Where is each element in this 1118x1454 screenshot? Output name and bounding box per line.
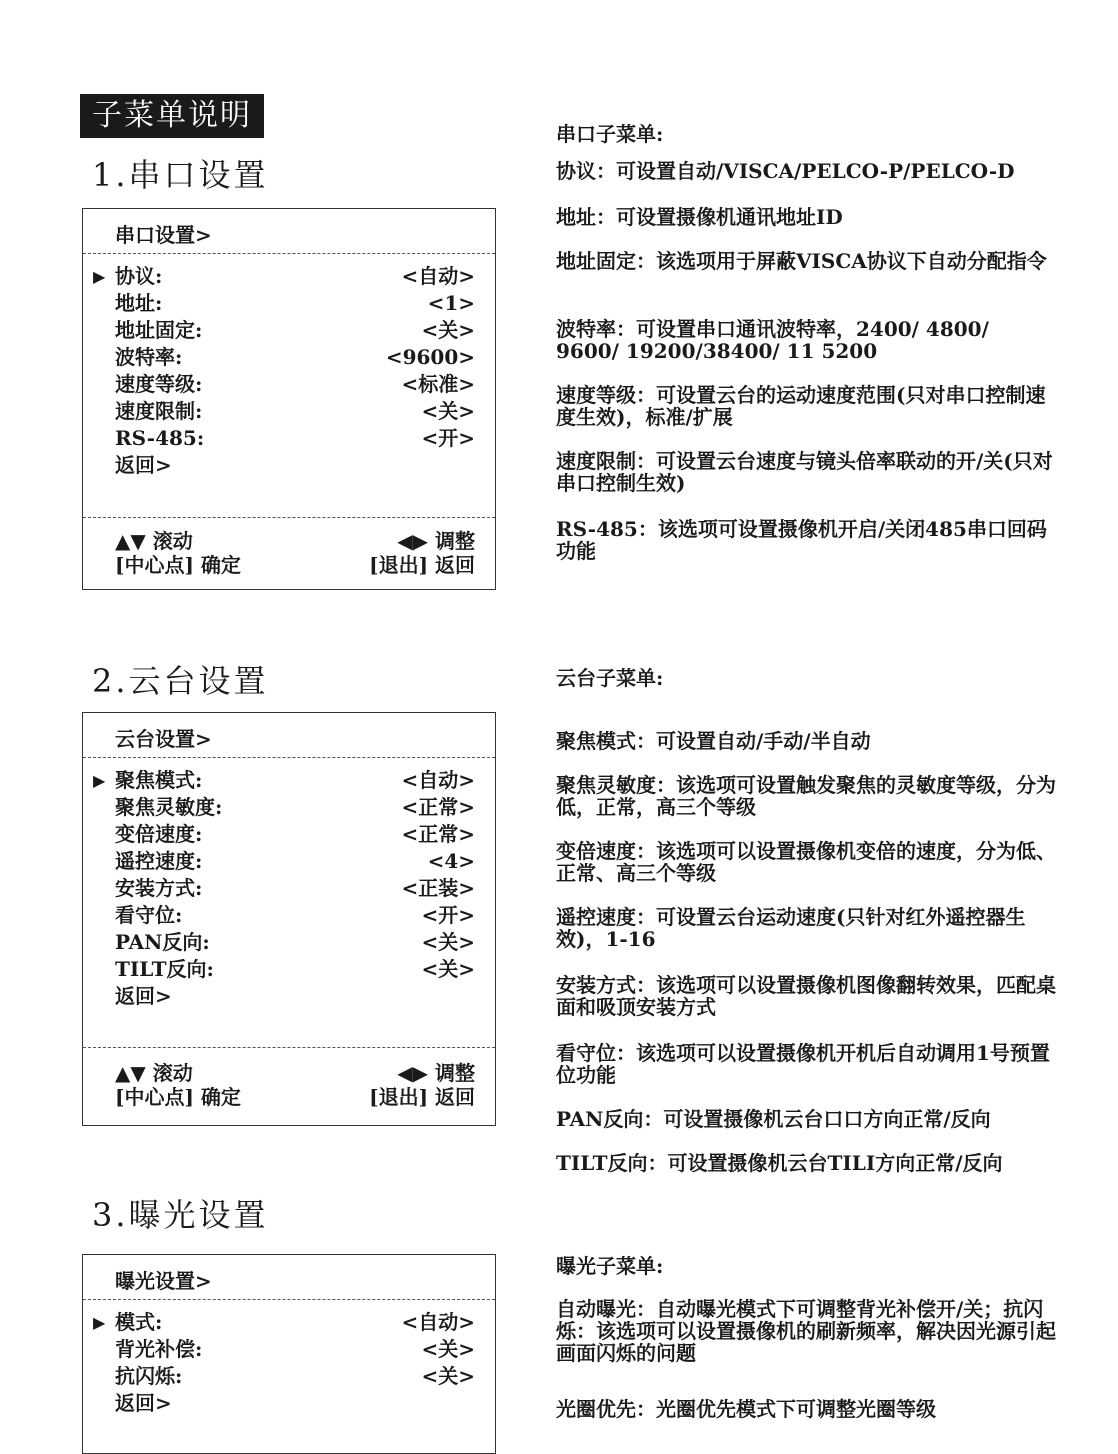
desc-heading-exposure: 曝光子菜单: <box>556 1254 664 1278</box>
menu-row-speed-level[interactable]: 速度等级: <标准> <box>115 372 475 396</box>
divider <box>83 757 495 758</box>
desc-paragraph: 聚焦灵敏度：该选项可设置触发聚焦的灵敏度等级，分为低，正常，高三个等级 <box>556 773 1056 819</box>
adjust-hint: ◀▶ 调整 <box>397 1061 475 1085</box>
menu-row-protocol[interactable]: ▶ 协议: <自动> <box>93 264 475 288</box>
exposure-menu-box <box>82 1254 496 1454</box>
confirm-hint: [中心点] 确定 <box>115 1085 241 1109</box>
desc-paragraph: 波特率：可设置串口通讯波特率，2400/ 4800/ 9600/ 19200/38400/ 11 5200 <box>556 317 989 363</box>
menu-row-mode[interactable]: ▶ 模式: <自动> <box>93 1310 475 1334</box>
menu-title: 曝光设置> <box>115 1269 212 1293</box>
page-banner: 子菜单说明 <box>80 94 264 138</box>
section-title-exposure: 3.曝光设置 <box>92 1196 269 1234</box>
menu-row-focus-sensitivity[interactable]: 聚焦灵敏度: <正常> <box>115 795 475 819</box>
desc-paragraph: 光圈优先：光圈优先模式下可调整光圈等级 <box>556 1397 936 1421</box>
menu-row-back[interactable]: 返回> <box>115 984 172 1008</box>
serial-menu-box <box>82 208 496 590</box>
menu-row-zoom-speed[interactable]: 变倍速度: <正常> <box>115 822 475 846</box>
cursor-arrow-icon: ▶ <box>93 771 106 790</box>
desc-paragraph: 安装方式：该选项可以设置摄像机图像翻转效果，匹配桌面和吸顶安装方式 <box>556 973 1056 1019</box>
divider <box>83 517 495 518</box>
back-hint: [退出] 返回 <box>369 553 475 577</box>
desc-paragraph: RS-485：该选项可设置摄像机开启/关闭485串口回码功能 <box>556 517 1047 563</box>
ptz-menu-box <box>82 712 496 1126</box>
menu-row-address[interactable]: 地址: <1> <box>115 291 475 315</box>
desc-paragraph: 地址：可设置摄像机通讯地址ID <box>556 205 843 229</box>
menu-row-focus-mode[interactable]: ▶ 聚焦模式: <自动> <box>93 768 475 792</box>
desc-paragraph: 聚焦模式：可设置自动/手动/半自动 <box>556 729 871 753</box>
desc-paragraph: TILT反向：可设置摄像机云台TILI方向正常/反向 <box>556 1151 1003 1175</box>
desc-paragraph: 速度限制：可设置云台速度与镜头倍率联动的开/关(只对串口控制生效) <box>556 449 1053 495</box>
menu-row-back[interactable]: 返回> <box>115 453 172 477</box>
menu-row-rs485[interactable]: RS-485: <开> <box>115 426 475 450</box>
confirm-hint: [中心点] 确定 <box>115 553 241 577</box>
desc-paragraph: 变倍速度：该选项可以设置摄像机变倍的速度，分为低、正常、高三个等级 <box>556 839 1056 885</box>
cursor-arrow-icon: ▶ <box>93 267 106 286</box>
scroll-hint: ▲▼ 滚动 <box>115 529 193 553</box>
menu-row-remote-speed[interactable]: 遥控速度: <4> <box>115 849 475 873</box>
menu-title: 云台设置> <box>115 727 212 751</box>
divider <box>83 253 495 254</box>
desc-paragraph: 自动曝光：自动曝光模式下可调整背光补偿开/关；抗闪烁：该选项可以设置摄像机的刷新频率，解决因光源引起画面闪烁的问题 <box>556 1297 1056 1365</box>
menu-row-back[interactable]: 返回> <box>115 1391 172 1415</box>
adjust-hint: ◀▶ 调整 <box>397 529 475 553</box>
cursor-arrow-icon: ▶ <box>93 1313 106 1332</box>
menu-row-address-fixed[interactable]: 地址固定: <关> <box>115 318 475 342</box>
section-title-serial: 1.串口设置 <box>92 156 269 194</box>
menu-row-backlight[interactable]: 背光补偿: <关> <box>115 1337 475 1361</box>
desc-heading-ptz: 云台子菜单: <box>556 666 664 690</box>
scroll-hint: ▲▼ 滚动 <box>115 1061 193 1085</box>
divider <box>83 1299 495 1300</box>
desc-paragraph: 协议：可设置自动/VISCA/PELCO-P/PELCO-D <box>556 159 1015 183</box>
menu-row-speed-limit[interactable]: 速度限制: <关> <box>115 399 475 423</box>
menu-row-baudrate[interactable]: 波特率: <9600> <box>115 345 475 369</box>
desc-paragraph: 地址固定：该选项用于屏蔽VISCA协议下自动分配指令 <box>556 249 1047 273</box>
desc-paragraph: 看守位：该选项可以设置摄像机开机后自动调用1号预置位功能 <box>556 1041 1050 1087</box>
back-hint: [退出] 返回 <box>369 1085 475 1109</box>
desc-paragraph: 遥控速度：可设置云台运动速度(只针对红外遥控器生效)，1-16 <box>556 905 1026 951</box>
desc-paragraph: PAN反向：可设置摄像机云台口口方向正常/反向 <box>556 1107 991 1131</box>
menu-row-tilt-reverse[interactable]: TILT反向: <关> <box>115 957 475 981</box>
menu-row-mount-mode[interactable]: 安装方式: <正装> <box>115 876 475 900</box>
menu-footer <box>115 1061 475 1109</box>
menu-title: 串口设置> <box>115 223 212 247</box>
menu-row-pan-reverse[interactable]: PAN反向: <关> <box>115 930 475 954</box>
menu-row-anti-flicker[interactable]: 抗闪烁: <关> <box>115 1364 475 1388</box>
menu-row-home-position[interactable]: 看守位: <开> <box>115 903 475 927</box>
desc-paragraph: 速度等级：可设置云台的运动速度范围(只对串口控制速度生效)，标准/扩展 <box>556 383 1046 429</box>
desc-heading-serial: 串口子菜单: <box>556 122 664 146</box>
divider <box>83 1047 495 1048</box>
section-title-ptz: 2.云台设置 <box>92 662 269 700</box>
menu-footer <box>115 529 475 577</box>
